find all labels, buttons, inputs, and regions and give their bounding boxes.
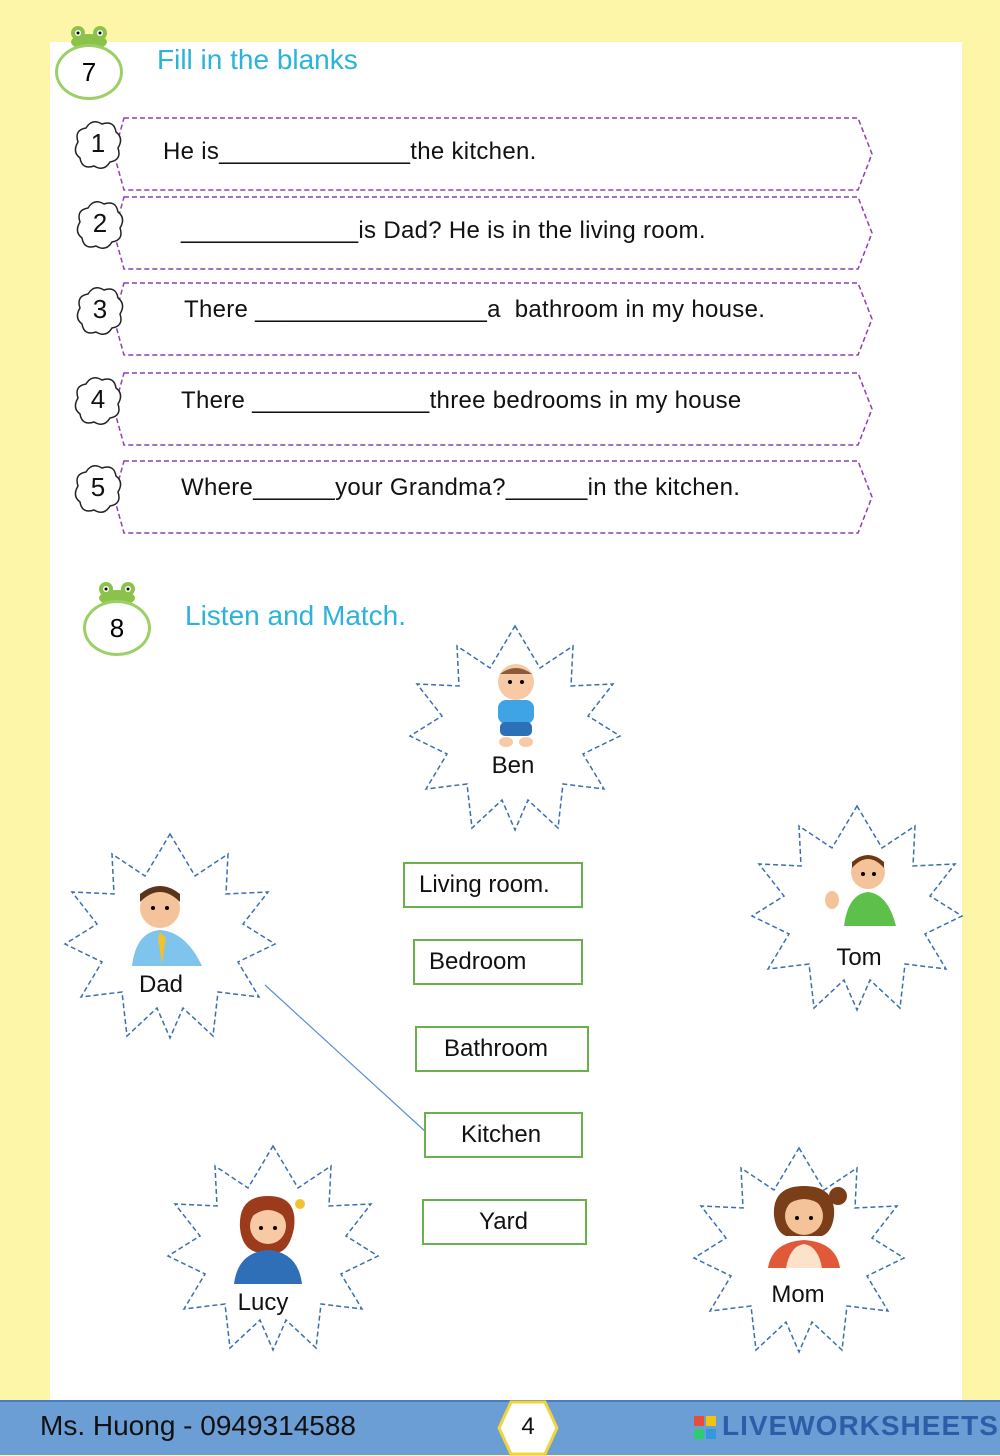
section-7-number: 7	[55, 44, 123, 100]
section-8-title: Listen and Match.	[185, 600, 407, 631]
sentence-text: He is______________the kitchen.	[163, 138, 537, 165]
person-name-ben: Ben	[491, 752, 535, 779]
room-box-living-room[interactable]: Living room.	[403, 862, 583, 908]
room-box-kitchen[interactable]: Kitchen	[424, 1112, 583, 1158]
footer-author: Ms. Huong - 0949314588	[40, 1410, 356, 1441]
person-name-lucy: Lucy	[237, 1289, 289, 1316]
room-box-bedroom[interactable]: Bedroom	[413, 939, 583, 985]
girl-icon	[228, 1192, 316, 1284]
dad-icon	[122, 878, 208, 966]
person-name-tom: Tom	[836, 944, 882, 971]
boy-icon	[822, 850, 902, 926]
person-name-dad: Dad	[138, 971, 184, 998]
page-number: 4	[521, 1413, 535, 1440]
sentence-text: There _________________a bathroom in my house.	[184, 296, 766, 323]
mom-icon	[760, 1182, 852, 1268]
room-box-bathroom[interactable]: Bathroom	[415, 1026, 589, 1072]
room-box-yard[interactable]: Yard	[422, 1199, 587, 1245]
brand-logo-text: LIVEWORKSHEETS	[722, 1410, 999, 1441]
item-number: 5	[90, 472, 106, 502]
liveworksheets-logo-icon	[694, 1416, 716, 1440]
item-number: 1	[90, 128, 106, 158]
section-8-number: 8	[83, 600, 151, 656]
section-7-title: Fill in the blanks	[157, 44, 358, 75]
footer-bar	[0, 1400, 1000, 1455]
person-name-mom: Mom	[771, 1281, 825, 1308]
sentence-text: Where______your Grandma?______in the kitchen.	[181, 474, 741, 501]
item-number: 2	[92, 208, 108, 238]
item-number: 3	[92, 294, 108, 324]
item-number: 4	[90, 384, 106, 414]
sentence-text: _____________is Dad? He is in the living room.	[181, 217, 706, 244]
sentence-text: There _____________three bedrooms in my house	[181, 387, 742, 414]
baby-icon	[484, 660, 548, 748]
